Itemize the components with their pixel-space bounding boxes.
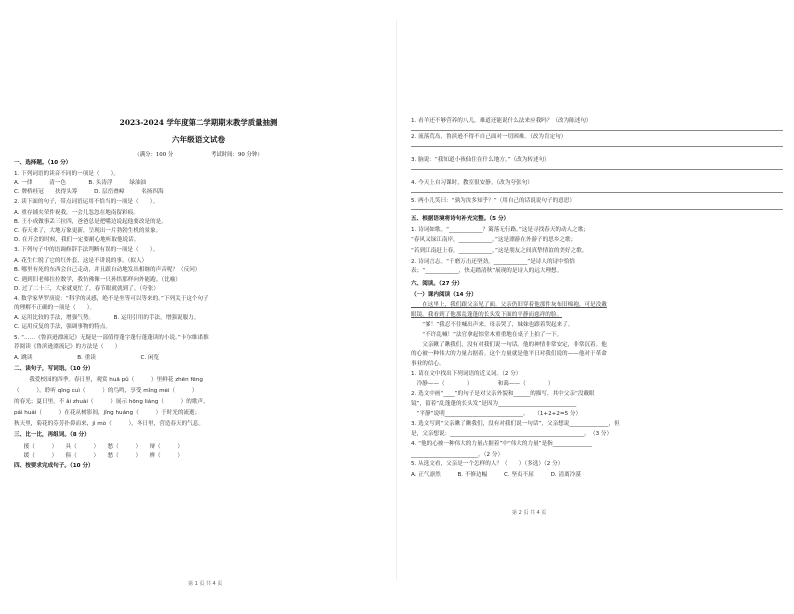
question-line: 援（ ） 具（ ） 愁（ ） 辩（ ） [18, 444, 184, 450]
question-line: 是，父亲想说：________________________________________________。 （3 分） [411, 431, 613, 437]
question-line: A. 花生仁脱了它的红外套，这是不讲说的事。（拟人） [14, 258, 148, 264]
question-line: “爹！”我忍不住喊出声来。母亲哭了，妹妹也跟着哭起来了。 [411, 322, 574, 328]
section-heading: 六、阅读。（27 分） [411, 281, 463, 287]
question-line: “春风又绿江南岸，____________。”这是漂游在外游子的思乡之歌； [411, 237, 577, 243]
question-line: A. 运用比较的手法，增强气势。 B. 运用引用的手法，增强说服力。 [14, 315, 200, 321]
exam-title: 2023-2024 学年度第二学期期末教学质量抽测 [119, 118, 278, 127]
question-line: C. 牌桥桂冠 扶得头筹 D. 层峦叠嶂 名扬四海 [14, 189, 164, 195]
exam-meta: （满分：100 分 考试时间：90 分钟） [134, 152, 263, 158]
question-line: 1. 看羊还不够营养的八儿，难道还能说什么法来应我吗？（改为陈述句） [411, 118, 592, 124]
section-heading: 五、根据语境将诗句补充完整。（5 分） [411, 216, 510, 222]
section-heading: 二、读句子，写词语。（10 分） [14, 366, 94, 372]
answer-line [411, 146, 783, 147]
question-line: 3. 下列句子中的语调修辞手法判断有误的一项是（ ）。 [14, 247, 159, 253]
question-line: 表；“____________，快走踏清秋”展现的是诗人的远大理想。 [411, 268, 563, 274]
section-heading: 四、按要求完成句子。（10 分） [14, 463, 94, 469]
question-line: ________________________。（2 分） [411, 452, 504, 458]
question-line: 的理解不正确的一项是（ ）。 [14, 305, 96, 311]
question-line: 2. 读下面的句子，带点词语运用不恰当的一项是（ ）。 [14, 199, 159, 205]
question-line: 1. 请在文中找出下列词语的近义词。（2 分） [411, 371, 522, 377]
answer-line [411, 192, 783, 193]
question-line: D. 在开会的时候，我们一定要耐心地听取他说话。 [14, 237, 140, 243]
answer-line [411, 209, 783, 210]
question-line: C. 运用反复的手法，强调事物的特点。 [14, 324, 111, 330]
question-line: “若到江南赶上春，____________。”这是朋友之间真挚情谊的美好之歌。 [411, 248, 588, 254]
question-line: 4. 今天上自习课时，教室很安静。（改为夸张句） [411, 180, 533, 186]
question-line: 5. 两小儿笑曰：“孰为汝多知乎？”（用自己的话说说句子的意思） [411, 198, 575, 204]
question-line: 4. “他的心被一种伟大的力量占据着”中“伟大的力量”是指______________ [411, 441, 592, 447]
question-line: 眼镜。我看到了他那乱蓬蓬的长头发下面的平静而慈祥的脸。 [411, 312, 563, 318]
question-line: B. 哪里有死的东西会自己走动，并且跟自动地发出相继的声音呢？（反问） [14, 267, 201, 273]
question-line: “不许乱喊！”法官拿起惊堂木重重地在桌子上拍了一下。 [411, 332, 563, 338]
question-line: B. 王小成做事丢三拉四，爸爸总是把嘴边说起他要改是的是。 [14, 219, 167, 225]
question-line: pái huái（ ）在花从树影间，jǐng huáng（ ）于时光的流逝； [14, 410, 201, 416]
question-line: “平静”说明____________________________。 （1+2+2=5 分） [411, 411, 582, 417]
question-line: A. 重存铺夹荣件祝我，一会儿忽忽在地南留彩痕。 [14, 210, 139, 216]
page-1-footer: 第 1 页 共 4 页 [188, 581, 223, 587]
question-line: （ ），聆听 qīng cuì（ ）的鸟鸣，享受 mǐng mèi（ ） [14, 388, 198, 394]
question-line: 的春光；夏日里，不 ǎi zhuài（ ）展示 hōng liáng（ ）的歌声。 [14, 399, 209, 405]
question-line: 3. 选文写到“父亲瞅了瞅我们，没有对我们说一句话”，父亲想说______________，但 [411, 421, 620, 427]
question-line: 2. 流落荒岛，鲁滨逊不得不自己面对一切困难。（改为肯定句） [411, 134, 567, 140]
question-line: A. 一律 清一色 B. 头涛浮 绿油油 [14, 180, 147, 186]
exam-subtitle: 六年级语文试卷 [171, 135, 226, 144]
section-heading: 一、选择题。（10 分） [14, 160, 72, 166]
exam-page-2 [397, 0, 794, 614]
question-line: 5. 从选文看，父亲是一个怎样的人？（ ）（多选）（2 分） [411, 461, 564, 467]
question-line: 2. 诗词言志。“千磨万击还坚劲，____________”是诗人的诗中恰恰 [411, 259, 575, 265]
question-line: C. 遇到旧老师拄拉数学，我仿佛像一只孙悟那样向外能跑。（比喻） [14, 277, 181, 283]
section-heading: （一）课内阅读（14 分） [411, 292, 477, 298]
question-line: 缓（ ） 俱（ ） 愁（ ） 辨（ ） [18, 453, 184, 459]
answer-line [411, 130, 783, 131]
section-heading: 三、比一比，再组词。（8 分） [14, 432, 90, 438]
question-line: C. 春天来了，大地万象更新，呈现出一片勃勃生机的景象。 [14, 228, 162, 234]
question-line: 2. 选文中画“____”的句子是对父亲外貌和______的描写，其中父亲“没戴眼 [411, 391, 595, 397]
question-line: 4. 数学家华罗庚说：“科学的灵感，绝不是坐等可以等来的。”下列关于这个句子 [14, 296, 209, 302]
question-line: 1. 下列词语的读音不同的一项是（ ）。 [14, 171, 120, 177]
question-line: 荐阅读《鲁滨逊漂流记》的方法是（ ） [14, 344, 121, 350]
question-line: 事业的信心。 [411, 361, 445, 367]
question-line: 冷静——（ ） 和蔼——（ ） [411, 381, 554, 387]
question-line: 我爱校园的四季。春日里，观赏 huā pǔ（ ）里鲜花 zhēn fēng [18, 377, 203, 383]
page-2-footer: 第 2 页 共 4 页 [512, 510, 547, 516]
question-line: 的心被一种伟大的力量占据着。这个力量就是他平日对我们说的——他对于革命 [411, 351, 607, 357]
question-line: A. 跳读 B. 重读 C. 闲览 [14, 355, 160, 361]
question-line: 秋天里，菊花的芬芳扑鼻而来，jì mò（ ），冬日里，营造春天的气息。 [14, 421, 204, 427]
question-line: 镜”，留着“乱蓬蓬的长头发”是因为____________________________ [411, 401, 577, 407]
question-line: A. 正气凛然 B. 不修边幅 C. 坚贞不屈 D. 清离冷漠 [411, 472, 581, 478]
question-line: 1. 诗词如歌。“____________？篱落无行路。”这是寻找春天的动人之歌； [411, 227, 589, 233]
question-line: 在这里上，我们跟父亲见了面。父亲仍旧穿着他那件灰布旧棉袍，可是没戴 [411, 302, 607, 308]
answer-line [411, 169, 783, 170]
question-line: 5. “……《鲁滨逊漂流记》无疑是一部值得蓬字蓬行蓬蓬读的小说。”卡尔维诺推 [14, 335, 209, 341]
question-line: 父亲瞅了瞅我们，没有对我们说一句话。他的神情非常安定，非常沉着。他 [411, 342, 607, 348]
question-line: 3. 脑说：“我知道小孩仙住在什么地方。”（改为转述句） [411, 157, 550, 163]
question-line: D. 过了二十三，大家就更忙了，春节眼就就到了。（夸张） [14, 286, 159, 292]
